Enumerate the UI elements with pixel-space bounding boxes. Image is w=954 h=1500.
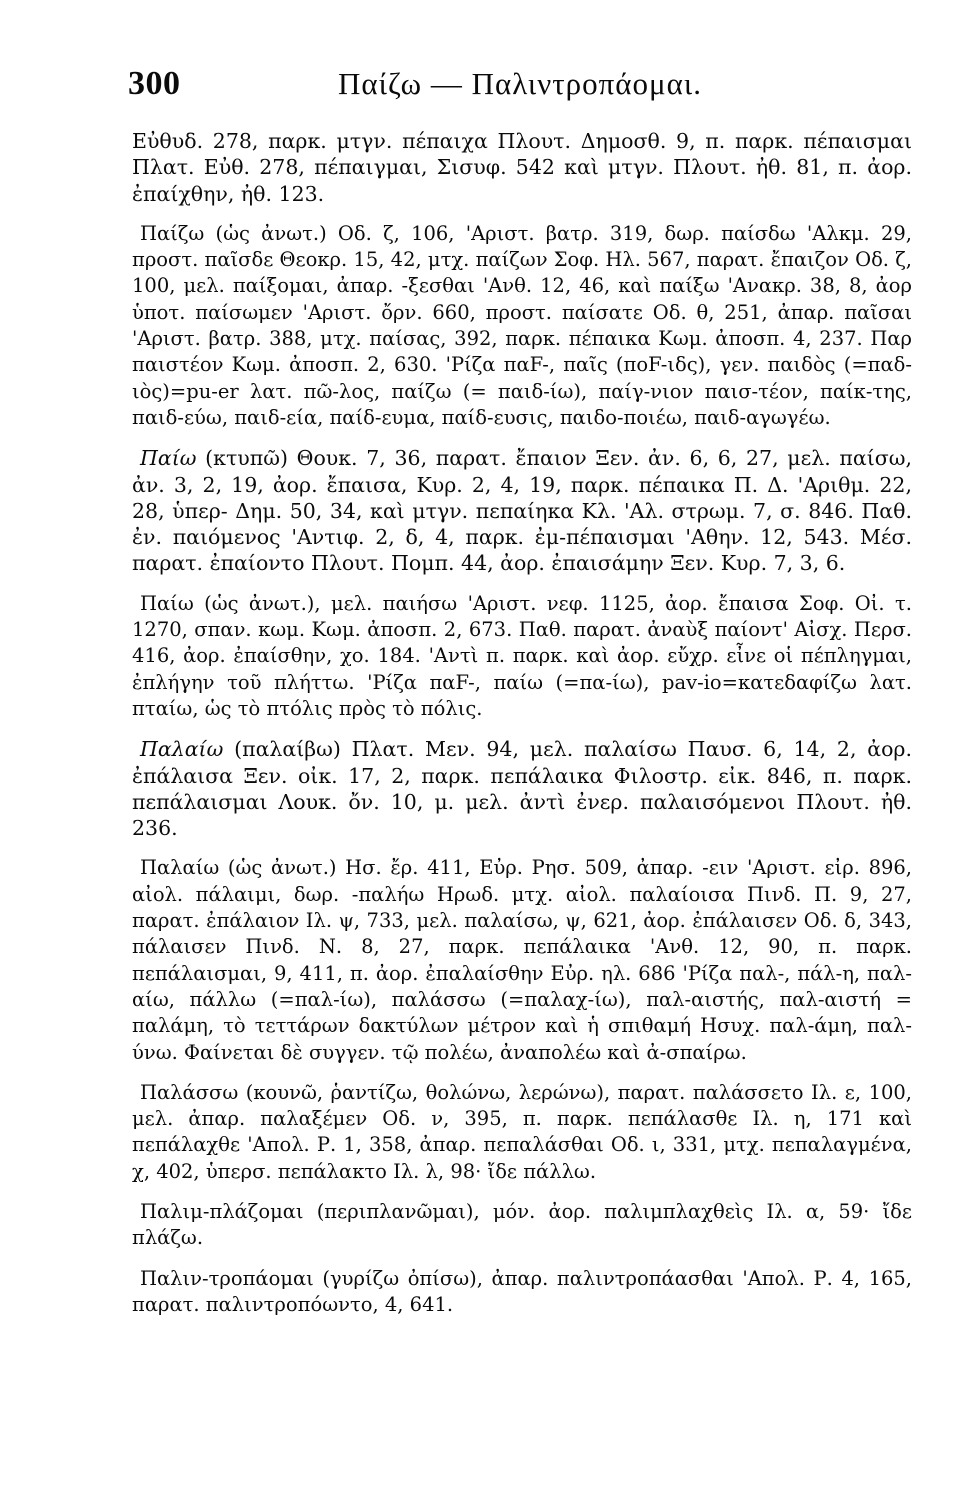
entry-text: Παλαίω (ὡς ἀνωτ.) Ησ. ἔρ. 411, Εὐρ. Ρησ. 509, ἀπαρ. -ειν 'Αριστ. εἰρ. 896, αἰολ. πάλαιμι, δωρ. -παλήω Ηρωδ. μτχ. αἰολ. παλαίοισα Πινδ. Π. 9, 27, παρατ. ἐπάλαιον Ιλ. ψ, 733, μελ. παλαίσω, ψ, 621, ἀορ. ἐπάλαισεν Οδ. δ, 343, πάλαισεν Πινδ. Ν. 8, 27, παρκ. πεπάλαικα 'Ανθ. 12, 90, π. παρκ. πεπάλαισμαι, 9, 411, π. ἀορ. ἐπαλαίσθην Εὐρ. ηλ. 686 'Ρίζα παλ-, πάλ-η, παλ-αίω, πάλλω (=παλ-ίω), παλάσσω (=παλαχ-ίω), παλ-αιστής, παλ-αιστή = παλάμη, τὸ τεττάρων δακτύλων μέτρον καὶ ἡ σπιθαμή Ησυχ. παλ-άμη, παλ-ύνω. Φαίνεται δὲ συγγεν. τῷ πολέω, ἀναπολέω καὶ ἀ-σπαίρω. (132, 856, 912, 1064)
entry-text: Παίω (ὡς ἀνωτ.), μελ. παιήσω 'Αριστ. νεφ. 1125, ἀορ. ἔπαισα Σοφ. Οἰ. τ. 1270, σπαν. κωμ. Κωμ. ἀποσπ. 2, 673. Παθ. παρατ. ἀναὺξ παίοντ' Αἰσχ. Περσ. 416, ἀορ. ἐπαίσθην, χο. 184. 'Αντὶ π. παρκ. καὶ ἀορ. εὔχρ. εἶνε οἱ πέπληγμαι, ἐπλήγην τοῦ πλήττω. 'Ρίζα παF-, παίω (=πα-ίω), pav-io=κατεδαφίζω λατ. πταίω, ὡς τὸ πτόλις πρὸς τὸ πόλις. (132, 591, 912, 720)
entry-headword: Παίω (140, 446, 197, 471)
entry-palintropaomai (132, 1266, 912, 1319)
running-head-title: Παίζω — Παλιντροπάομαι. (338, 66, 702, 101)
entry-palasso (132, 1080, 912, 1185)
entry-text: Παίζω (ὡς ἀνωτ.) Οδ. ζ, 106, 'Αριστ. βατρ. 319, δωρ. παίσδω 'Αλκμ. 29, προστ. παῖσδε Θεοκρ. 15, 42, μτχ. παίζων Σοφ. Ηλ. 567, παρατ. ἔπαιζον Οδ. ζ, 100, μελ. παίξομαι, ἀπαρ. -ξεσθαι 'Ανθ. 12, 46, καὶ παίξω 'Ανακρ. 38, 8, ἀορ ὑποτ. παίσωμεν 'Αριστ. ὄρν. 660, προστ. παίσατε Οδ. θ, 251, ἀπαρ. παῖσαι 'Αριστ. βατρ. 388, μτχ. παίσας, 392, παρκ. πέπαικα Κωμ. ἀποσπ. 4, 237. Παρ παιστέον Κωμ. ἀποσπ. 2, 630. 'Ρίζα παF-, παῖς (ποF-ιδς), γεν. παιδὸς (=παδ-ιὸς)=pu-er λατ. πῶ-λος, παίζω (= παιδ-ίω), παίγ-νιον παισ-τέον, παίκ-της, παιδ-εύω, παιδ-εία, παίδ-ευμα, παίδ-ευσις, παιδο-ποιέω, παιδ-αγωγέω. (132, 221, 912, 429)
entry-palimplazomai (132, 1199, 912, 1252)
page-header (128, 64, 862, 104)
entry-continuation (132, 128, 912, 207)
entry-text: (παλαίβω) Πλατ. Μεν. 94, μελ. παλαίσω Παυσ. 6, 14, 2, ἀορ. ἐπάλαισα Ξεν. οἰκ. 17, 2, παρκ. πεπάλαικα Φιλοστρ. εἰκ. 846, π. παρκ. πεπάλαισμαι Λουκ. ὄν. 10, μ. μελ. ἀντὶ ἐνερ. παλαισόμενοι Πλουτ. ἠθ. 236. (132, 737, 912, 841)
entry-text: Εὐθυδ. 278, παρκ. μτγν. πέπαιχα Πλουτ. Δημοσθ. 9, π. παρκ. πέπαισμαι Πλατ. Εὐθ. 278, πέπαιγμαι, Σισυφ. 542 καὶ μτγν. Πλουτ. ἠθ. 81, π. ἀορ. ἐπαίχθην, ἠθ. 123. (132, 129, 912, 206)
entry-paio (132, 445, 912, 576)
entry-palaio (132, 736, 912, 841)
page-number: 300 (128, 65, 181, 102)
entry-text: Παλάσσω (κουνῶ, ῥαντίζω, θολώνω, λερώνω), παρατ. παλάσσετο Ιλ. ε, 100, μελ. ἀπαρ. παλαξέμεν Οδ. ν, 395, π. παρκ. πεπάλασθε Ιλ. η, 171 καὶ πεπάλαχθε 'Απολ. Ρ. 1, 358, ἀπαρ. πεπαλάσθαι Οδ. ι, 331, μτχ. πεπαλαγμένα, χ, 402, ὑπερσ. πεπάλακτο Ιλ. λ, 98· ἴδε πάλλω. (132, 1080, 912, 1183)
entry-paizo (132, 221, 912, 431)
entry-paio-2 (132, 591, 912, 722)
entry-text: (κτυπῶ) Θουκ. 7, 36, παρατ. ἔπαιον Ξεν. ἀν. 6, 6, 27, μελ. παίσω, ἀν. 3, 2, 19, ἀορ. ἔπαισα, Κυρ. 2, 4, 19, παρκ. πέπαικα Π. Δ. 'Αριθμ. 22, 28, ὑπερ- Δημ. 50, 34, καὶ μτγν. πεπαίηκα Κλ. 'Αλ. στρωμ. 7, σ. 846. Παθ. ἐν. παιόμενος 'Αντιφ. 2, δ, 4, παρκ. ἐμ-πέπαισμαι 'Αθην. 12, 543. Μέσ. παρατ. ἐπαίοντο Πλουτ. Πομπ. 44, ἀορ. ἐπαισάμην Ξεν. Κυρ. 7, 3, 6. (132, 446, 912, 576)
entry-palaio-2 (132, 855, 912, 1065)
entry-text: Παλιν-τροπάομαι (γυρίζω ὀπίσω), ἀπαρ. παλιντροπάασθαι 'Απολ. Ρ. 4, 165, παρατ. παλιντροπόωντο, 4, 641. (132, 1266, 912, 1316)
entries-column (132, 128, 912, 1332)
entry-headword: Παλαίω (140, 737, 224, 762)
entry-text: Παλιμ-πλάζομαι (περιπλανῶμαι), μόν. ἀορ. παλιμπλαχθεὶς Ιλ. α, 59· ἴδε πλάζω. (132, 1199, 912, 1250)
